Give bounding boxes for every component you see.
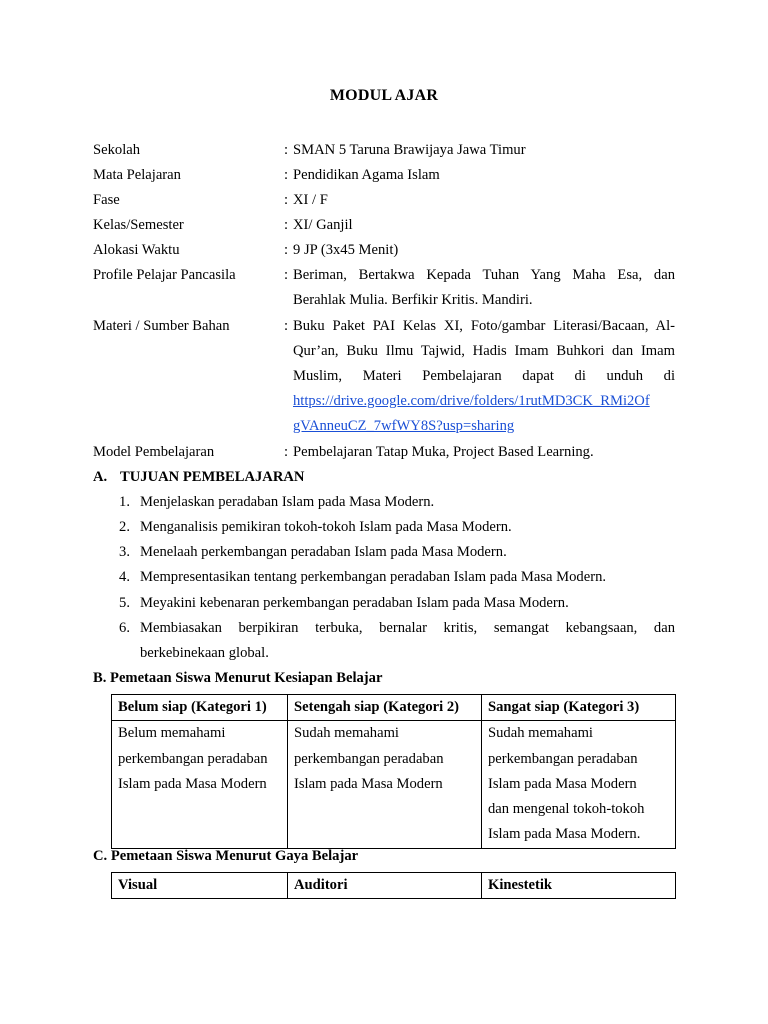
list-item-number: 3. xyxy=(119,544,130,560)
list-item-number: 4. xyxy=(119,569,130,585)
table-header-cell: Belum siap (Kategori 1) xyxy=(112,695,288,721)
row-label: Sekolah xyxy=(93,142,141,158)
cell-line: Islam pada Masa Modern. xyxy=(488,826,641,843)
list-item-number: 2. xyxy=(119,519,130,535)
table-header-cell: Visual xyxy=(112,873,288,899)
cell-line: perkembangan peradaban xyxy=(118,750,268,767)
row-separator: : xyxy=(284,318,289,334)
row-label: Profile Pelajar Pancasila xyxy=(93,267,236,283)
cell-line: Islam pada Masa Modern xyxy=(294,775,443,792)
row-value: 9 JP (3x45 Menit) xyxy=(293,242,399,258)
row-separator: : xyxy=(284,267,289,283)
row-value: XI / F xyxy=(293,192,328,208)
row-label: Fase xyxy=(93,192,120,208)
cell-line: perkembangan peradaban xyxy=(488,750,638,767)
row-separator: : xyxy=(284,167,289,183)
row-label: Mata Pelajaran xyxy=(93,167,181,183)
table-cell xyxy=(482,721,676,848)
list-item-number: 5. xyxy=(119,595,130,611)
table-header-row xyxy=(112,695,676,721)
table-header-cell: Auditori xyxy=(288,873,482,899)
document-title: MODUL AJAR xyxy=(329,87,439,104)
cell-line: Belum memahami xyxy=(118,725,226,742)
list-item-number: 1. xyxy=(119,494,130,510)
cell-line: Islam pada Masa Modern xyxy=(118,775,267,792)
list-item: Meyakini kebenaran perkembangan peradaban Islam pada Masa Modern. xyxy=(140,595,569,611)
row-separator: : xyxy=(284,142,289,158)
row-label: Alokasi Waktu xyxy=(93,242,180,258)
material-line-1: Buku Paket PAI Kelas XI, Foto/gambar Literasi/Bacaan, Al- xyxy=(293,318,675,334)
list-item: Mempresentasikan tentang perkembangan peradaban Islam pada Masa Modern. xyxy=(140,569,607,585)
row-label: Materi / Sumber Bahan xyxy=(93,318,230,334)
row-separator: : xyxy=(284,444,289,460)
cell-line: perkembangan peradaban xyxy=(294,750,444,767)
material-line-3: Muslim, Materi Pembelajaran dapat di unduh di xyxy=(293,368,675,384)
table-header-cell: Kinestetik xyxy=(482,873,676,899)
cell-line: Islam pada Masa Modern xyxy=(488,775,637,792)
profile-line-2: Berahlak Mulia. Berfikir Kritis. Mandiri. xyxy=(293,292,533,308)
table-cell xyxy=(112,721,288,848)
list-item: Menelaah perkembangan peradaban Islam pada Masa Modern. xyxy=(140,544,507,560)
list-item: Membiasakan berpikiran terbuka, bernalar kritis, semangat kebangsaan, dan xyxy=(140,620,675,636)
table-row xyxy=(112,721,676,848)
row-value: XI/ Ganjil xyxy=(293,217,353,233)
table-header-row xyxy=(112,873,676,899)
list-item: Menganalisis pemikiran tokoh-tokoh Islam pada Masa Modern. xyxy=(140,519,512,535)
cell-line: Sudah memahami xyxy=(488,725,593,742)
row-label: Kelas/Semester xyxy=(93,217,184,233)
row-separator: : xyxy=(284,242,289,258)
section-c-heading: C. Pemetaan Siswa Menurut Gaya Belajar xyxy=(93,848,359,864)
section-a-heading xyxy=(93,469,304,486)
section-letter: A. xyxy=(93,469,108,485)
list-item-continuation: berkebinekaan global. xyxy=(140,645,269,661)
material-link-line-1[interactable]: https://drive.google.com/drive/folders/1rutMD3CK_RMi2Of xyxy=(293,393,650,409)
row-value: SMAN 5 Taruna Brawijaya Jawa Timur xyxy=(293,142,526,158)
section-title: TUJUAN PEMBELAJARAN xyxy=(120,469,305,485)
cell-line: Sudah memahami xyxy=(294,725,399,742)
readiness-table xyxy=(111,694,676,849)
list-item: Menjelaskan peradaban Islam pada Masa Modern. xyxy=(140,494,435,510)
row-value: Pembelajaran Tatap Muka, Project Based Learning. xyxy=(293,444,594,460)
table-header-cell: Sangat siap (Kategori 3) xyxy=(482,695,676,721)
list-item-number: 6. xyxy=(119,620,130,636)
profile-line-1: Beriman, Bertakwa Kepada Tuhan Yang Maha Esa, dan xyxy=(293,267,675,283)
cell-line: dan mengenal tokoh-tokoh xyxy=(488,801,645,818)
learning-style-table xyxy=(111,872,676,899)
row-separator: : xyxy=(284,192,289,208)
material-line-2: Qur’an, Buku Ilmu Tajwid, Hadis Imam Buhkori dan Imam xyxy=(293,343,675,359)
table-cell xyxy=(288,721,482,848)
row-label: Model Pembelajaran xyxy=(93,444,215,460)
material-link-line-2[interactable]: gVAnneuCZ_7wfWY8S?usp=sharing xyxy=(293,418,515,434)
row-value: Pendidikan Agama Islam xyxy=(293,167,440,183)
section-b-heading: B. Pemetaan Siswa Menurut Kesiapan Belajar xyxy=(93,670,383,686)
table-header-cell: Setengah siap (Kategori 2) xyxy=(288,695,482,721)
row-separator: : xyxy=(284,217,289,233)
